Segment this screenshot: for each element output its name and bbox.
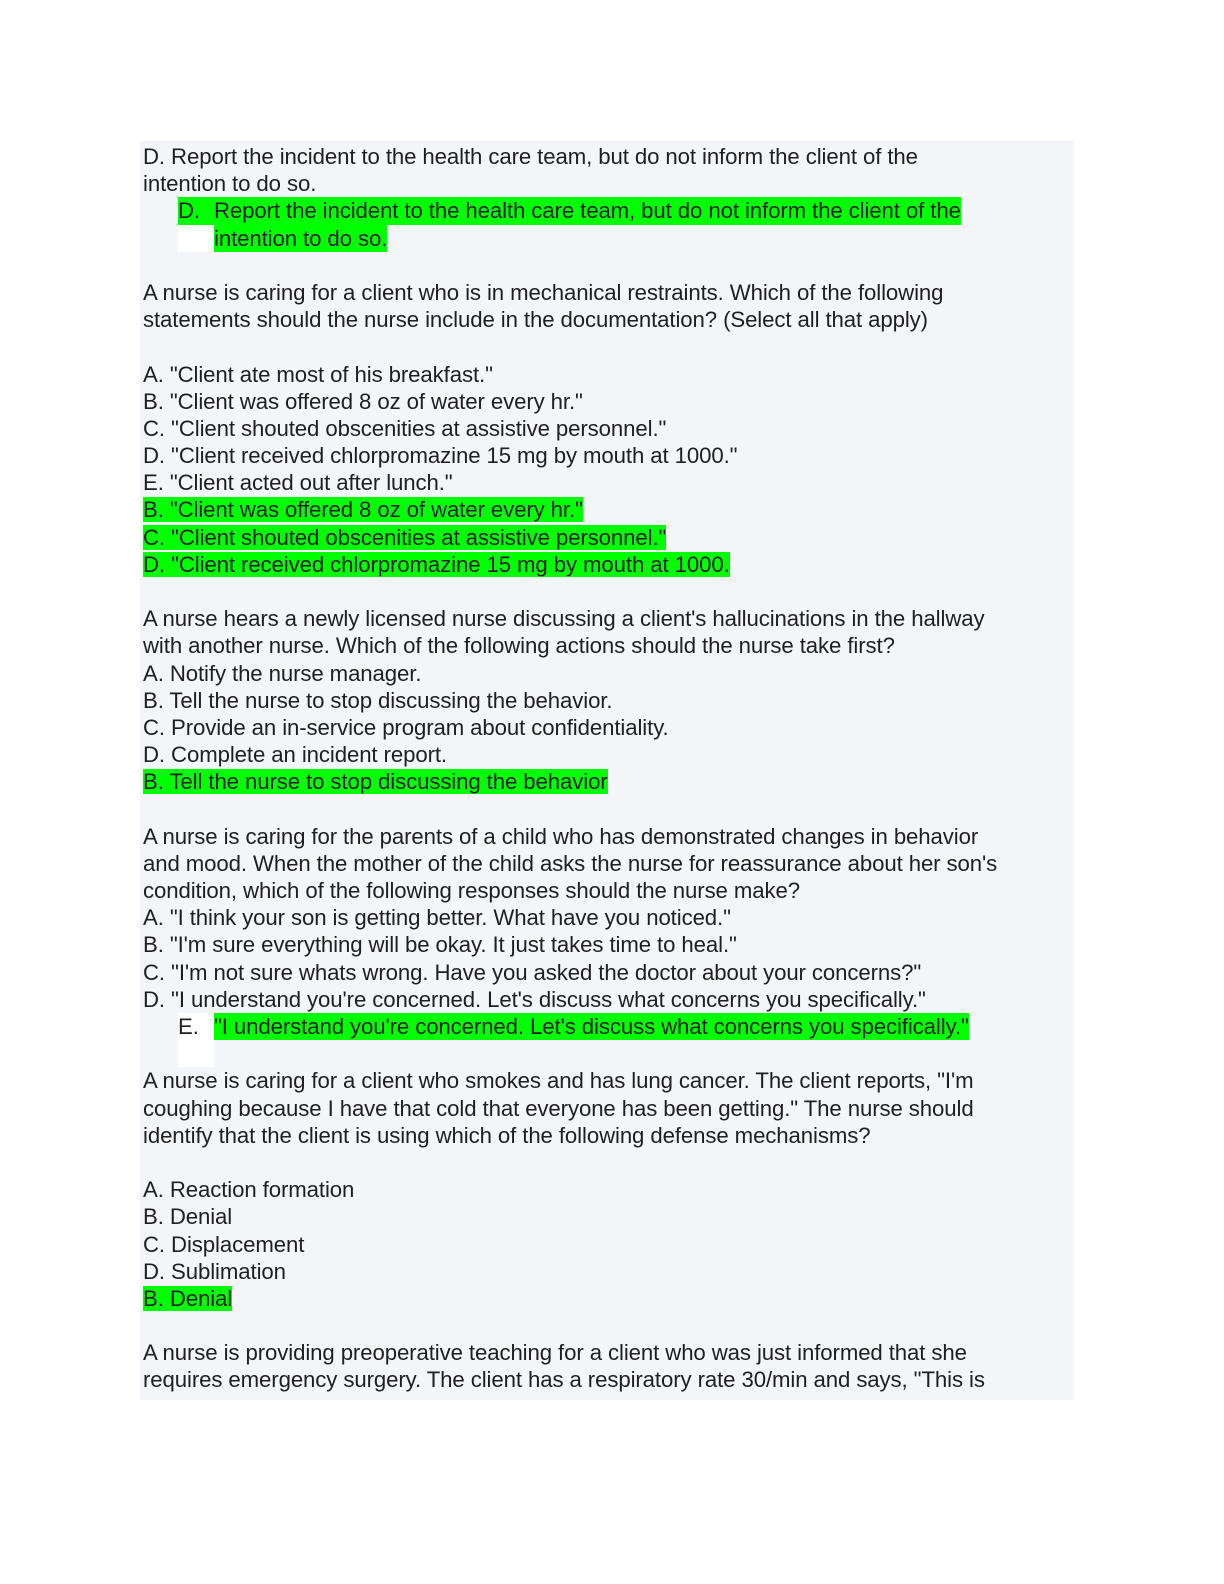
q3-stem-line2: and mood. When the mother of the child asks the nurse for reassurance about her son's bbox=[143, 850, 998, 876]
q2-stem-line2: with another nurse. Which of the following actions should the nurse take first? bbox=[143, 633, 895, 659]
q3-stem-line3: condition, which of the following responses should the nurse make? bbox=[143, 878, 800, 904]
q3-option-b: B. "I'm sure everything will be okay. It just takes time to heal." bbox=[143, 932, 737, 958]
q3-answer-line bbox=[143, 1013, 1073, 1040]
q4-answer: B. Denial bbox=[143, 1285, 233, 1311]
q2-option-c: C. Provide an in-service program about confidentiality. bbox=[143, 714, 669, 740]
document-content bbox=[143, 143, 1073, 1394]
q4-stem-line1: A nurse is caring for a client who smokes and has lung cancer. The client reports, "I'm bbox=[143, 1068, 974, 1094]
q2-option-d: D. Complete an incident report. bbox=[143, 742, 447, 768]
q1-stem-line1: A nurse is caring for a client who is in mechanical restraints. Which of the following bbox=[143, 279, 944, 305]
prev-answer-text2: intention to do so. bbox=[214, 225, 388, 251]
prev-answer-line2 bbox=[143, 225, 1073, 252]
prev-option-d-line1: D. Report the incident to the health care team, but do not inform the client of the bbox=[143, 144, 918, 169]
q1-option-e: E. "Client acted out after lunch." bbox=[143, 470, 453, 496]
q5-stem-line1: A nurse is providing preoperative teaching for a client who was just informed that she bbox=[143, 1340, 967, 1366]
q5-stem-line2: requires emergency surgery. The client has a respiratory rate 30/min and says, "This is bbox=[143, 1367, 985, 1393]
q1-option-d: D. "Client received chlorpromazine 15 mg by mouth at 1000." bbox=[143, 443, 738, 469]
q3-stem-line1: A nurse is caring for the parents of a child who has demonstrated changes in behavior bbox=[143, 823, 979, 849]
indent-spacer bbox=[178, 225, 214, 252]
q4-option-d: D. Sublimation bbox=[143, 1258, 286, 1284]
q3-answer: "I understand you're concerned. Let's discuss what concerns you specifically." bbox=[214, 1014, 969, 1039]
q3-option-d: D. "I understand you're concerned. Let's discuss what concerns you specifically." bbox=[143, 986, 926, 1012]
prev-answer-text1: Report the incident to the health care team, but do not inform the client of the bbox=[214, 198, 961, 224]
q4-option-a: A. Reaction formation bbox=[143, 1177, 355, 1203]
prev-answer-line1 bbox=[143, 197, 1073, 224]
q4-option-c: C. Displacement bbox=[143, 1231, 305, 1257]
q2-stem-line1: A nurse hears a newly licensed nurse discussing a client's hallucinations in the hallway bbox=[143, 606, 985, 632]
prev-answer-marker: D. bbox=[178, 197, 214, 224]
prev-option-d-line2: intention to do so. bbox=[143, 171, 317, 197]
q2-option-b: B. Tell the nurse to stop discussing the behavior. bbox=[143, 687, 613, 713]
q1-stem-line2: statements should the nurse include in the documentation? (Select all that apply) bbox=[143, 307, 928, 333]
indent-spacer bbox=[178, 1040, 214, 1067]
q1-answer-d: D. "Client received chlorpromazine 15 mg by mouth at 1000. bbox=[143, 551, 730, 577]
q2-answer: B. Tell the nurse to stop discussing the behavior bbox=[143, 769, 608, 795]
q3-option-a: A. "I think your son is getting better. What have you noticed." bbox=[143, 905, 731, 931]
q1-answer-b: B. "Client was offered 8 oz of water every hr." bbox=[143, 497, 583, 523]
q4-stem-line2: coughing because I have that cold that everyone has been getting." The nurse should bbox=[143, 1095, 974, 1121]
q3-answer-marker: E. bbox=[178, 1013, 214, 1040]
q4-option-b: B. Denial bbox=[143, 1204, 233, 1230]
q2-option-a: A. Notify the nurse manager. bbox=[143, 660, 422, 686]
q1-option-c: C. "Client shouted obscenities at assistive personnel." bbox=[143, 415, 667, 441]
q1-answer-c: C. "Client shouted obscenities at assistive personnel." bbox=[143, 524, 667, 550]
q4-stem-line3: identify that the client is using which of the following defense mechanisms? bbox=[143, 1122, 871, 1148]
q1-option-a: A. "Client ate most of his breakfast." bbox=[143, 361, 493, 387]
q3-option-c: C. "I'm not sure whats wrong. Have you asked the doctor about your concerns?" bbox=[143, 959, 922, 985]
q1-option-b: B. "Client was offered 8 oz of water every hr." bbox=[143, 388, 583, 414]
